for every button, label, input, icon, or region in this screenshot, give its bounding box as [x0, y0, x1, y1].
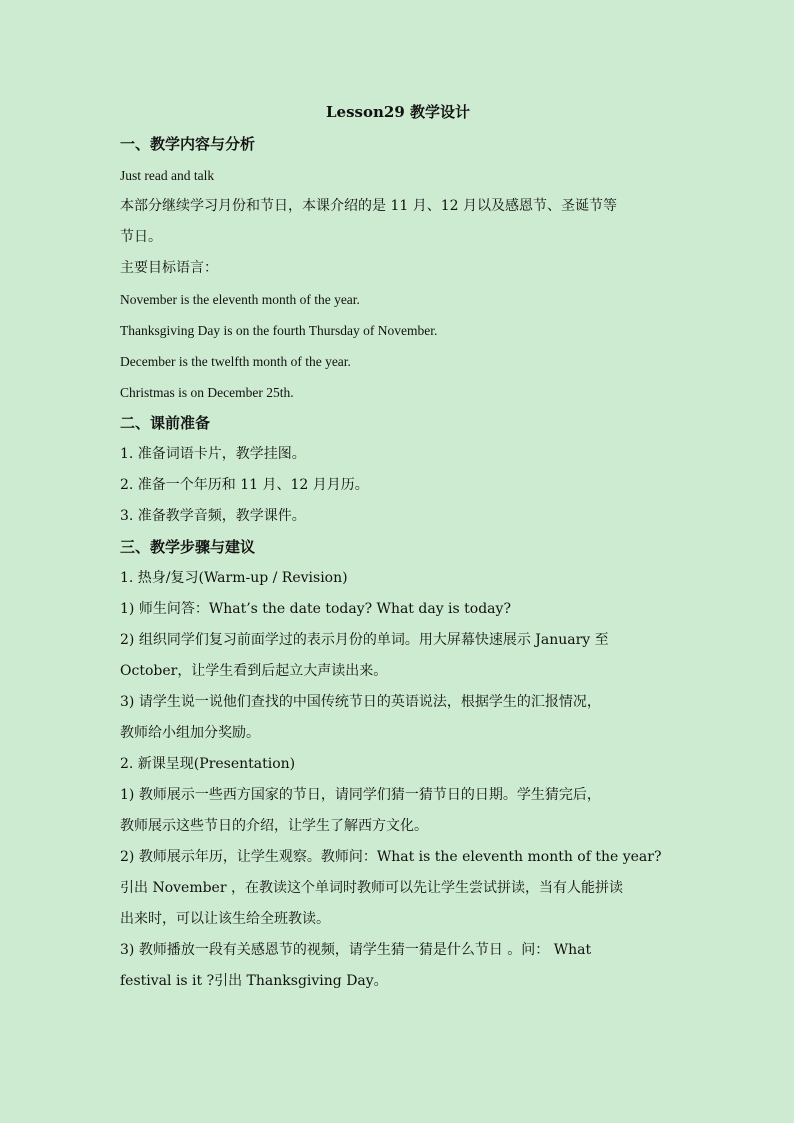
doc-line-9: Christmas is on December 25th. — [120, 385, 294, 400]
doc-line-8: December is the twelfth month of the year. — [120, 354, 351, 369]
doc-line-7: Thanksgiving Day is on the fourth Thursday of November. — [120, 323, 438, 338]
doc-line-13: 3. 准备教学音频，教学课件。 — [120, 508, 306, 524]
doc-line-6: November is the eleventh month of the year. — [120, 292, 360, 307]
doc-line-25: 引出 November ，在教读这个单词时教师可以先让学生尝试拼读，当有人能拼读 — [120, 880, 623, 896]
doc-line-17: 2) 组织同学们复习前面学过的表示月份的单词。用大屏幕快速展示 January 至 — [120, 632, 609, 648]
doc-line-11: 1. 准备词语卡片，教学挂图。 — [120, 446, 306, 462]
doc-line-15: 1. 热身/复习(Warm-up / Revision) — [120, 570, 348, 586]
doc-line-22: 1) 教师展示一些西方国家的节日，请同学们猜一猜节日的日期。学生猜完后， — [120, 787, 601, 803]
doc-line-27: 3) 教师播放一段有关感恩节的视频，请学生猜一猜是什么节日 。问： What — [120, 942, 592, 958]
doc-line-26: 出来时，可以让该生给全班教读。 — [120, 911, 330, 927]
doc-line-3: 本部分继续学习月份和节日，本课介绍的是 11 月、12 月以及感恩节、圣诞节等 — [120, 198, 617, 214]
doc-line-28: festival is it ?引出 Thanksgiving Day。 — [120, 973, 388, 989]
doc-line-23: 教师展示这些节日的介绍，让学生了解西方文化。 — [120, 818, 428, 834]
doc-line-19: 3) 请学生说一说他们查找的中国传统节日的英语说法，根据学生的汇报情况， — [120, 694, 601, 710]
doc-line-2: Just read and talk — [120, 168, 215, 183]
doc-line-10: 二、课前准备 — [120, 414, 211, 432]
doc-line-24: 2) 教师展示年历，让学生观察。教师问：What is the eleventh month of the year? — [120, 849, 662, 865]
doc-line-4: 节日。 — [120, 229, 162, 245]
doc-line-1: 一、教学内容与分析 — [120, 135, 256, 153]
doc-line-21: 2. 新课呈现(Presentation) — [120, 756, 296, 772]
doc-line-18: October，让学生看到后起立大声读出来。 — [120, 663, 388, 679]
doc-line-14: 三、教学步骤与建议 — [120, 538, 256, 556]
doc-line-5: 主要目标语言： — [120, 260, 218, 276]
doc-line-20: 教师给小组加分奖励。 — [120, 725, 260, 741]
document-page — [120, 95, 676, 997]
document-title: Lesson29 教学设计 — [326, 103, 470, 121]
document-body — [120, 129, 676, 997]
doc-line-12: 2. 准备一个年历和 11 月、12 月月历。 — [120, 477, 369, 493]
doc-line-16: 1) 师生问答：What’s the date today? What day is today? — [120, 601, 511, 617]
